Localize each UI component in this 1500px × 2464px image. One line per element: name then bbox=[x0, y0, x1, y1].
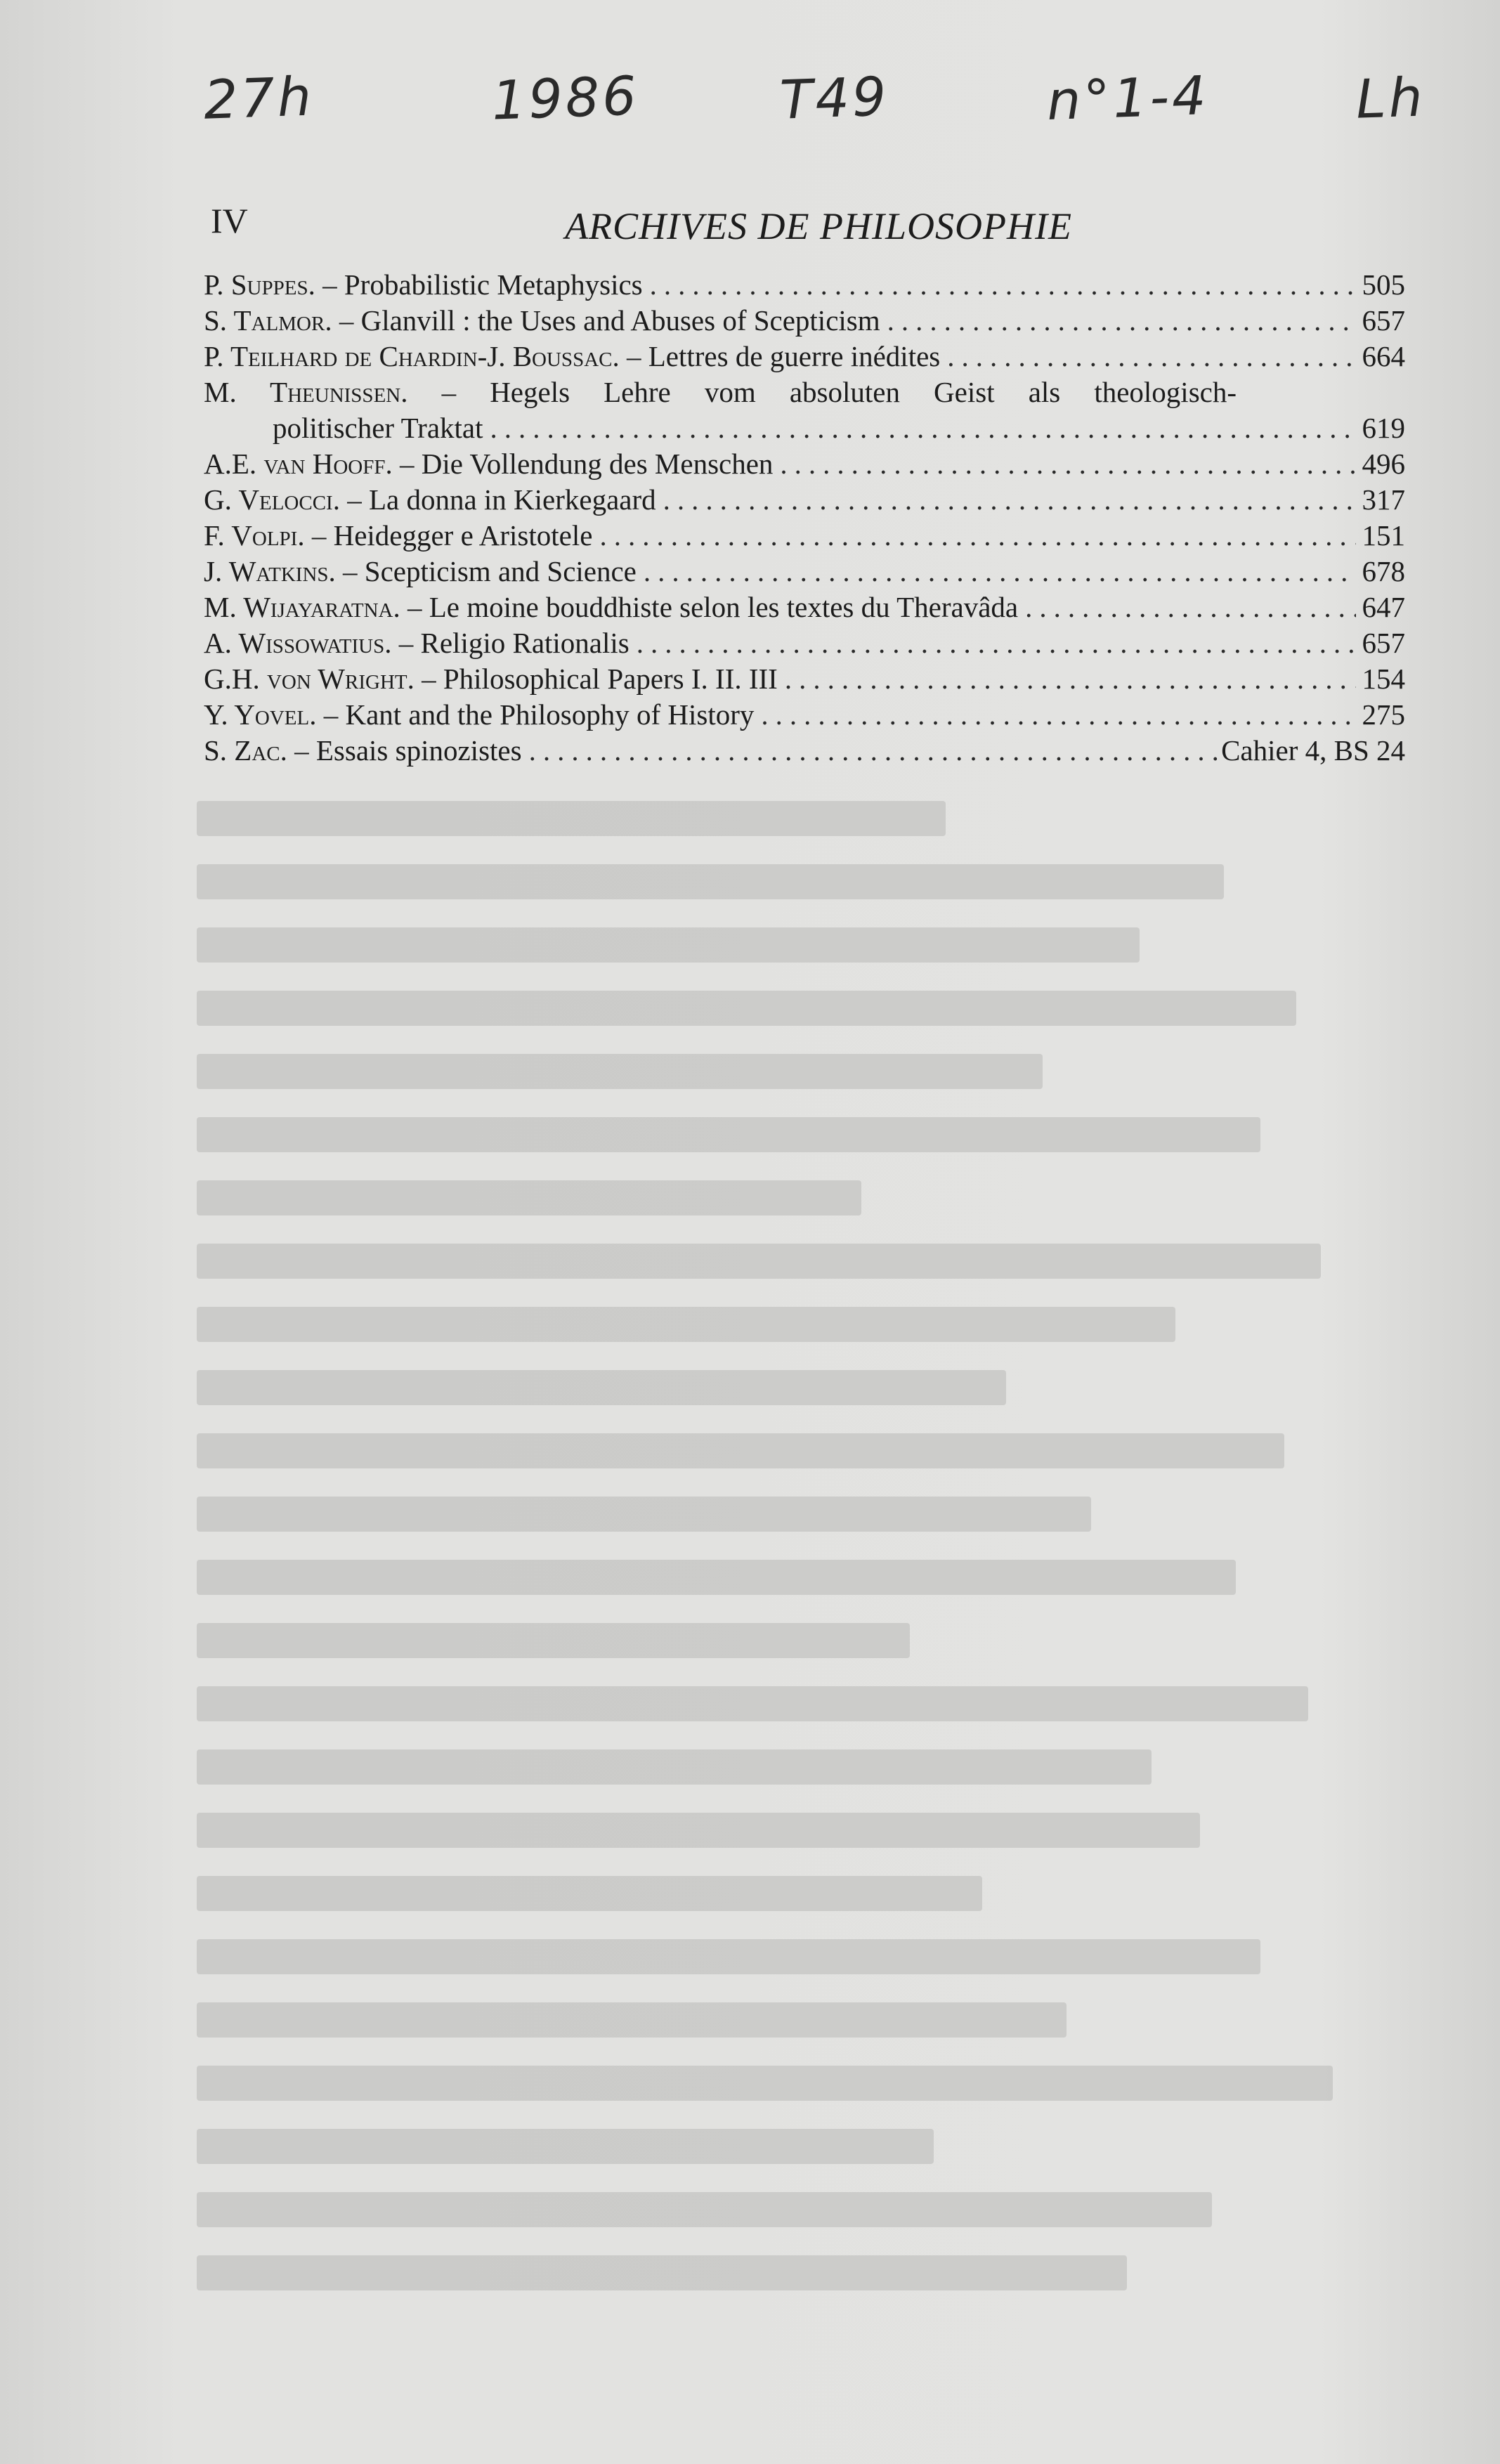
handwritten-year: 1986 bbox=[490, 64, 640, 132]
entry-page: 496 bbox=[1362, 448, 1405, 480]
show-through-line bbox=[197, 1117, 1260, 1152]
show-through-line bbox=[197, 1433, 1284, 1468]
index-entry bbox=[204, 625, 1405, 661]
entry-title: – Hegels Lehre vom absoluten Geist als theologisch- bbox=[441, 376, 1237, 408]
leader-dots bbox=[637, 625, 1356, 661]
entry-page: 151 bbox=[1362, 519, 1405, 552]
entry-author: P. Suppes. bbox=[204, 268, 315, 301]
show-through-line bbox=[197, 991, 1296, 1026]
leader-dots bbox=[650, 267, 1356, 303]
entry-page: 317 bbox=[1362, 483, 1405, 516]
entry-title: – La donna in Kierkegaard bbox=[347, 483, 656, 516]
show-through-line bbox=[197, 2066, 1333, 2101]
handwritten-code: Lh bbox=[1355, 65, 1427, 131]
show-through-line bbox=[197, 1370, 1006, 1405]
entry-title: – Religio Rationalis bbox=[398, 627, 630, 659]
index-entry bbox=[204, 589, 1405, 625]
entry-title: – Philosophical Papers I. II. III bbox=[422, 663, 778, 695]
leader-dots bbox=[599, 518, 1356, 554]
leader-dots bbox=[1025, 589, 1356, 625]
entry-title: – Kant and the Philosophy of History bbox=[323, 698, 755, 731]
entry-page: Cahier 4, BS 24 bbox=[1221, 734, 1405, 767]
entry-author: F. Volpi. bbox=[204, 519, 305, 552]
handwritten-issue: n°1-4 bbox=[1045, 64, 1210, 132]
handwritten-note bbox=[202, 64, 1468, 151]
show-through-line bbox=[197, 2002, 1067, 2038]
page-header bbox=[204, 200, 1405, 249]
leader-dots bbox=[663, 482, 1356, 518]
leader-dots bbox=[947, 339, 1356, 374]
entry-title: – Probabilistic Metaphysics bbox=[322, 268, 643, 301]
journal-title: ARCHIVES DE PHILOSOPHIE bbox=[565, 205, 1072, 247]
show-through-line bbox=[197, 1244, 1321, 1279]
entry-author: P. Teilhard de Chardin-J. Boussac. bbox=[204, 340, 620, 372]
entry-title: – Le moine bouddhiste selon les textes du Theravâda bbox=[407, 591, 1019, 623]
show-through-line bbox=[197, 1876, 982, 1911]
entry-title-continued: politischer Traktat bbox=[273, 412, 483, 444]
index-entry bbox=[204, 554, 1405, 589]
leader-dots bbox=[529, 733, 1221, 769]
entry-page: 154 bbox=[1362, 663, 1405, 695]
show-through-line bbox=[197, 1497, 1091, 1532]
show-through-line bbox=[197, 1749, 1152, 1785]
show-through-line bbox=[197, 1307, 1175, 1342]
entry-author: A.E. van Hooff. bbox=[204, 448, 393, 480]
show-through-line bbox=[197, 2255, 1127, 2290]
leader-dots bbox=[490, 410, 1356, 446]
entry-title: – Scepticism and Science bbox=[343, 555, 637, 587]
index-entry bbox=[204, 482, 1405, 518]
entry-title: – Heidegger e Aristotele bbox=[311, 519, 593, 552]
entry-title: – Lettres de guerre inédites bbox=[626, 340, 941, 372]
leader-dots bbox=[887, 303, 1356, 339]
index-entry bbox=[204, 518, 1405, 554]
index-entry bbox=[204, 733, 1405, 769]
index-entry bbox=[204, 339, 1405, 374]
entry-author: G.H. von Wright. bbox=[204, 663, 415, 695]
index-entry bbox=[204, 267, 1405, 303]
show-through-line bbox=[197, 1939, 1260, 1974]
entry-page: 657 bbox=[1362, 304, 1405, 337]
show-through-line bbox=[197, 1560, 1236, 1595]
handwritten-tome: T49 bbox=[778, 65, 890, 131]
show-through-line bbox=[197, 2129, 934, 2164]
entry-author: Y. Yovel. bbox=[204, 698, 317, 731]
handwritten-volume: 27h bbox=[202, 65, 315, 131]
show-through-line bbox=[197, 864, 1224, 899]
entry-page: 647 bbox=[1362, 591, 1405, 623]
entry-page: 505 bbox=[1362, 268, 1405, 301]
leader-dots bbox=[644, 554, 1356, 589]
leader-dots bbox=[785, 661, 1356, 697]
entry-first-line bbox=[204, 374, 1237, 410]
show-through-line bbox=[197, 801, 946, 836]
show-through-line bbox=[197, 2192, 1212, 2227]
entry-author: A. Wissowatius. bbox=[204, 627, 392, 659]
show-through-line bbox=[197, 1623, 910, 1658]
show-through-line bbox=[197, 1054, 1043, 1089]
index-entry bbox=[204, 661, 1405, 697]
index-list bbox=[204, 267, 1405, 769]
show-through-line bbox=[197, 1180, 861, 1215]
index-entry bbox=[204, 303, 1405, 339]
entry-author: J. Watkins. bbox=[204, 555, 336, 587]
show-through-line bbox=[197, 1813, 1200, 1848]
entry-author: G. Velocci. bbox=[204, 483, 340, 516]
entry-title: – Die Vollendung des Menschen bbox=[400, 448, 774, 480]
leader-dots bbox=[761, 697, 1356, 733]
entry-title: – Essais spinozistes bbox=[294, 734, 522, 767]
entry-page: 275 bbox=[1362, 698, 1405, 731]
show-through-line bbox=[197, 1686, 1308, 1721]
show-through-line bbox=[197, 927, 1140, 963]
entry-page: 664 bbox=[1362, 340, 1405, 372]
index-entry bbox=[204, 374, 1405, 446]
entry-author: M. Theunissen. bbox=[204, 376, 408, 408]
index-entry bbox=[204, 446, 1405, 482]
entry-second-line bbox=[204, 410, 1405, 446]
leader-dots bbox=[780, 446, 1356, 482]
entry-page: 678 bbox=[1362, 555, 1405, 587]
page-folio: IV bbox=[211, 201, 248, 240]
entry-author: M. Wijayaratna. bbox=[204, 591, 400, 623]
entry-author: S. Zac. bbox=[204, 734, 287, 767]
show-through-text bbox=[197, 773, 1405, 2319]
entry-author: S. Talmor. bbox=[204, 304, 332, 337]
entry-page: 619 bbox=[1362, 412, 1405, 444]
entry-page: 657 bbox=[1362, 627, 1405, 659]
index-entry bbox=[204, 697, 1405, 733]
entry-title: – Glanvill : the Uses and Abuses of Scepticism bbox=[339, 304, 880, 337]
